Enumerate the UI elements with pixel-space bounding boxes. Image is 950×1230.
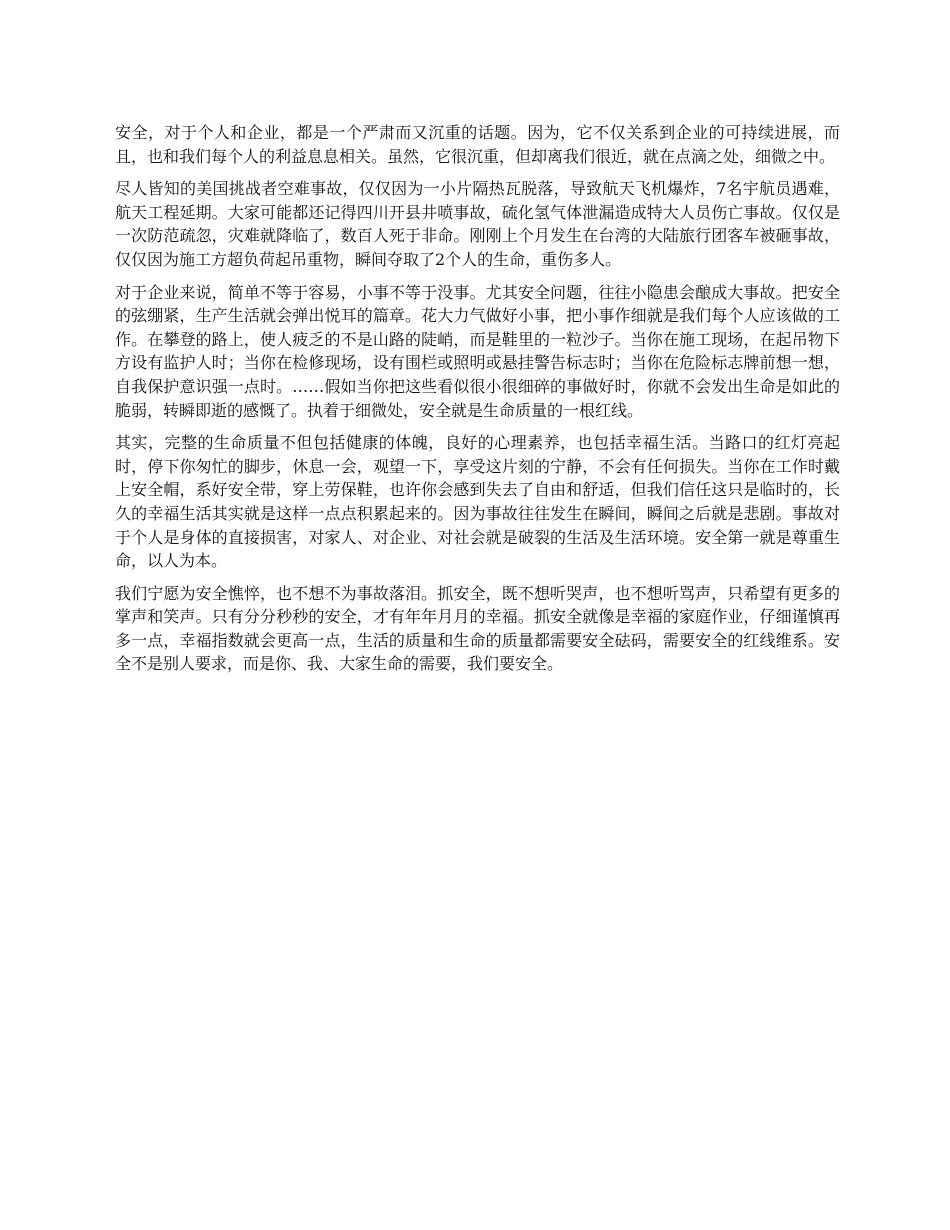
paragraph-3: 对于企业来说，简单不等于容易，小事不等于没事。尤其安全问题，往往小隐患会酿成大事故。把安全的弦绷紧，生产生活就会弹出悦耳的篇章。花大力气做好小事，把小事作细就是我们每个人应该做的工作。在攀登的路上，使人疲乏的不是山路的陡峭，而是鞋里的一粒沙子。当你在施工现场，在起吊物下方设有监护人时；当你在检修现场，设有围栏或照明或悬挂警告标志时；当你在危险标志牌前想一想，自我保护意识强一点时。……假如当你把这些看似很小很细碎的事做好时，你就不会发出生命是如此的脆弱，转瞬即逝的感慨了。执着于细微处，安全就是生命质量的一根红线。	[115, 282, 840, 420]
document-body	[115, 121, 840, 685]
paragraph-2: 尽人皆知的美国挑战者空难事故，仅仅因为一小片隔热瓦脱落，导致航天飞机爆炸，7名宇航员遇难，航天工程延期。大家可能都还记得四川开县井喷事故，硫化氢气体泄漏造成特大人员伤亡事故。仅仅是一次防范疏忽，灾难就降临了，数百人死于非命。刚刚上个月发生在台湾的大陆旅行团客车被砸事故，仅仅因为施工方超负荷起吊重物，瞬间夺取了2个人的生命，重伤多人。	[115, 179, 840, 269]
paragraph-1: 安全，对于个人和企业，都是一个严肃而又沉重的话题。因为，它不仅关系到企业的可持续进展，而且，也和我们每个人的利益息息相关。虽然，它很沉重，但却离我们很近，就在点滴之处，细微之中。	[115, 123, 840, 166]
paragraph-5: 我们宁愿为安全憔悴，也不想不为事故落泪。抓安全，既不想听哭声，也不想听骂声，只希望有更多的掌声和笑声。只有分分秒秒的安全，才有年年月月的幸福。抓安全就像是幸福的家庭作业，仔细谨慎再多一点，幸福指数就会更高一点，生活的质量和生命的质量都需要安全砝码，需要安全的红线维系。安全不是别人要求，而是你、我、大家生命的需要，我们要安全。	[115, 583, 840, 674]
paragraph-4: 其实，完整的生命质量不但包括健康的体魄，良好的心理素养，也包括幸福生活。当路口的红灯亮起时，停下你匆忙的脚步，休息一会，观望一下，享受这片刻的宁静，不会有任何损失。当你在工作时戴上安全帽，系好安全带，穿上劳保鞋，也许你会感到失去了自由和舒适，但我们信任这只是临时的，长久的幸福生活其实就是这样一点点积累起来的。因为事故往往发生在瞬间，瞬间之后就是悲剧。事故对于个人是身体的直接损害，对家人、对企业、对社会就是破裂的生活及生活环境。安全第一就是尊重生命，以人为本。	[115, 433, 840, 571]
